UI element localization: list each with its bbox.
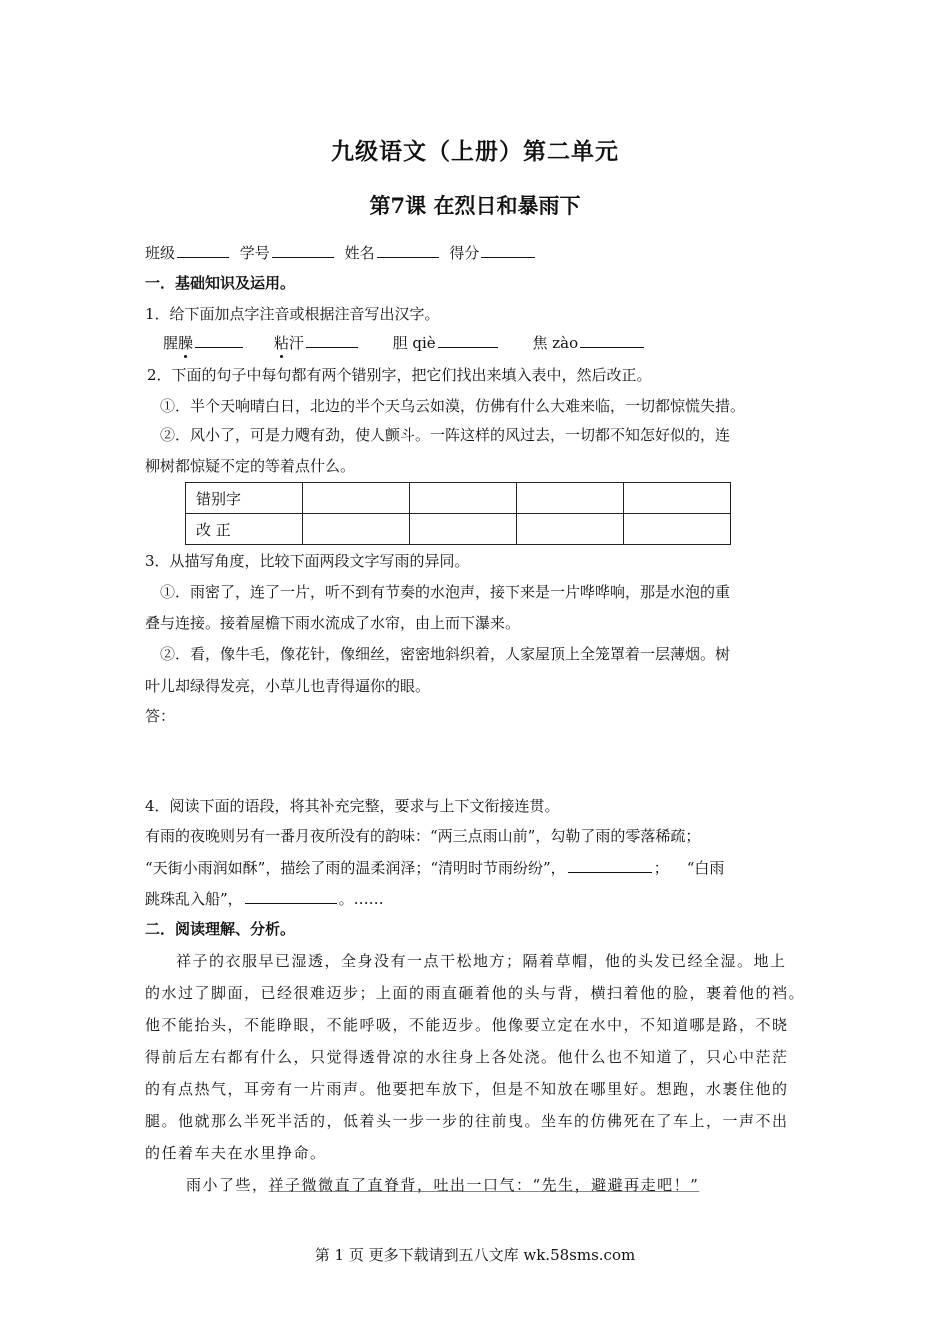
- q4-line3: 跳珠乱入船”， 。……: [145, 890, 384, 908]
- correction-header: 改 正: [186, 514, 303, 545]
- section2-heading: 二．阅读理解、分析。: [145, 920, 296, 938]
- q1-item-2: 粘汗: [273, 334, 304, 352]
- q3-prompt: 3．从描写角度，比较下面两段文字写雨的异同。: [145, 552, 470, 570]
- document-title: 九级语文（上册）第二单元: [331, 138, 619, 165]
- score-label: 得分: [449, 244, 480, 262]
- student-info-row: [145, 242, 541, 263]
- q1-item-3: 胆 qiè: [392, 334, 436, 352]
- q1-blank-2[interactable]: [306, 333, 358, 348]
- q2-sentence-1: ①．半个天响晴白日，北边的半个天乌云如漠，仿佛有什么大难来临，一切都惊慌失措。: [160, 397, 746, 415]
- q1-blank-4[interactable]: [580, 333, 644, 348]
- table-cell[interactable]: [517, 483, 624, 514]
- q1-prompt: 1．给下面加点字注音或根据注音写出汉字。: [145, 305, 440, 323]
- q4-blank-2[interactable]: [245, 889, 337, 904]
- q4-prompt: 4．阅读下面的语段，将其补充完整，要求与上下文衔接连贯。: [145, 797, 560, 815]
- reading-para1-line4: 得前后左右都有什么，只觉得透骨凉的水往身上各处浇。他什么也不知道了，只心中茫茫: [145, 1048, 789, 1066]
- reading-para1-line7: 的任着车夫在水里挣命。: [145, 1144, 327, 1162]
- table-cell[interactable]: [410, 483, 517, 514]
- reading-para1-line2: 的水过了脚面，已经很难迈步；上面的雨直砸着他的头与背，横扫着他的脸，裹着他的裆。: [145, 984, 806, 1002]
- q3-passage-2-line1: ②．看，像牛毛，像花针，像细丝，密密地斜织着，人家屋顶上全笼罩着一层薄烟。树: [160, 645, 731, 663]
- q3-answer-label: 答：: [145, 707, 176, 725]
- q3-passage-1-line1: ①．雨密了，连了一片，听不到有节奏的水泡声，接下来是一片哗哗响，那是水泡的重: [160, 583, 731, 601]
- student-id-blank[interactable]: [272, 243, 334, 258]
- section1-heading: 一．基础知识及运用。: [145, 274, 296, 292]
- q1-items: [163, 332, 650, 353]
- lesson-title: 第7课 在烈日和暴雨下: [369, 193, 581, 218]
- q4-line2: “天街小雨润如酥”，描绘了雨的温柔润泽；“清明时节雨纷纷”， ； “白雨: [145, 859, 725, 877]
- table-cell[interactable]: [624, 483, 731, 514]
- q4-line1: 有雨的夜晚则另有一番月夜所没有的韵味：“两三点雨山前”，勾勒了雨的零落稀疏；: [145, 827, 701, 845]
- table-row: [186, 483, 731, 514]
- student-id-label: 学号: [239, 244, 270, 262]
- q2-prompt: 2．下面的句子中每句都有两个错别字，把它们找出来填入表中，然后改正。: [147, 366, 652, 384]
- table-row: [186, 514, 731, 545]
- q1-item-1: 腥臊: [163, 334, 194, 352]
- name-blank[interactable]: [377, 243, 439, 258]
- wrong-char-header: 错别字: [186, 483, 303, 514]
- table-cell[interactable]: [303, 514, 410, 545]
- score-blank[interactable]: [481, 243, 535, 258]
- correction-table: [185, 482, 731, 545]
- table-cell[interactable]: [303, 483, 410, 514]
- q2-sentence-2-line2: 柳树都惊疑不定的等着点什么。: [145, 457, 356, 475]
- table-cell[interactable]: [517, 514, 624, 545]
- q4-blank-1[interactable]: [568, 858, 652, 873]
- q1-blank-1[interactable]: [195, 333, 243, 348]
- reading-para1-line5: 的有点热气，耳旁有一片雨声。他要把车放下，但是不知放在哪里好。想跑，水裹住他的: [145, 1080, 789, 1098]
- q1-blank-3[interactable]: [438, 333, 498, 348]
- q1-item-4: 焦 zào: [532, 334, 579, 352]
- table-cell[interactable]: [410, 514, 517, 545]
- reading-para1-line6: 腿。他就那么半死半活的，低着头一步一步的往前曳。坐车的仿佛死在了车上，一声不出: [145, 1112, 789, 1130]
- reading-para1-line3: 他不能抬头，不能睁眼，不能呼吸，不能迈步。他像要立定在水中，不知道哪是路，不晓: [145, 1016, 789, 1034]
- class-label: 班级: [145, 244, 176, 262]
- reading-para2: 雨小了些，祥子微微直了直脊背，吐出一口气：“先生，避避再走吧！”: [186, 1176, 700, 1194]
- q3-passage-2-line2: 叶儿却绿得发亮，小草儿也青得逼你的眼。: [145, 677, 431, 695]
- class-blank[interactable]: [177, 243, 229, 258]
- reading-para1-line1: 祥子的衣服早已湿透，全身没有一点干松地方；隔着草帽，他的头发已经全湿。地上: [176, 952, 787, 970]
- name-label: 姓名: [344, 244, 375, 262]
- q3-passage-1-line2: 叠与连接。接着屋檐下雨水流成了水帘，由上而下瀑来。: [145, 614, 521, 632]
- q2-sentence-2-line1: ②．风小了，可是力飕有劲，使人颤斗。一阵这样的风过去，一切都不知怎好似的，连: [160, 426, 731, 444]
- table-cell[interactable]: [624, 514, 731, 545]
- page-footer: 第 1 页 更多下载请到五八文库 wk.58sms.com: [314, 1246, 636, 1264]
